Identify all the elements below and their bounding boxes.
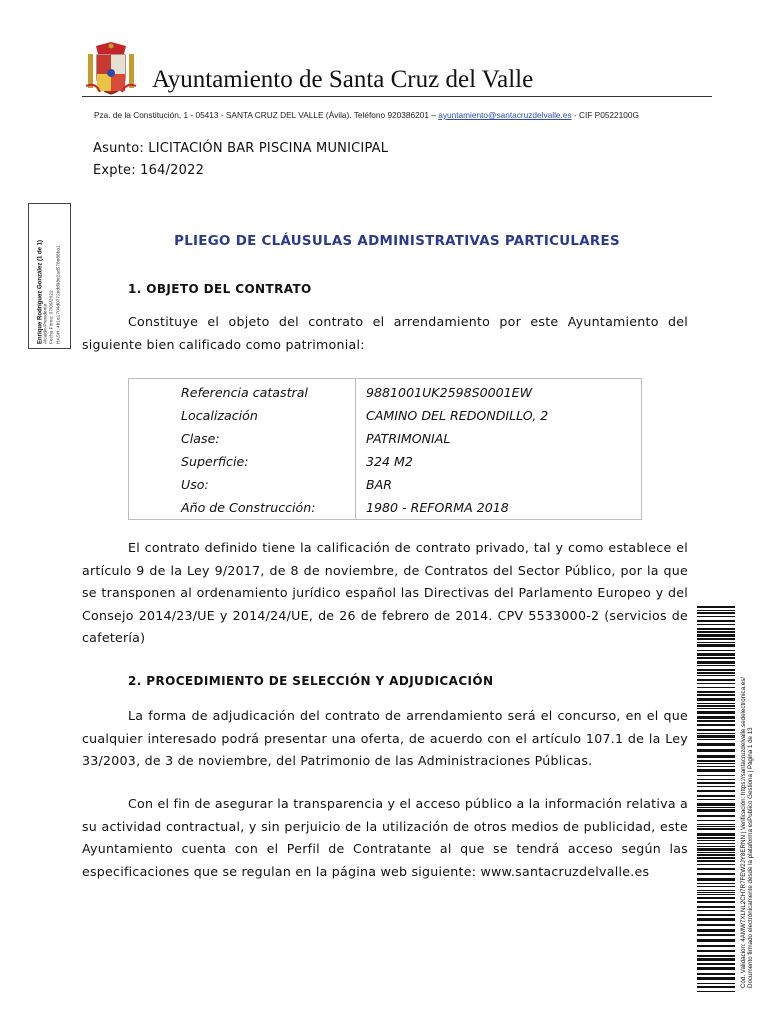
property-value: 9881001UK2598S0001EW (366, 385, 533, 400)
email-link[interactable]: ayuntamiento@santacruzdelvalle.es (438, 110, 572, 120)
table-row (129, 427, 642, 450)
signature-stamp (28, 203, 71, 349)
signer-role: Alcalde-Presidente (43, 303, 49, 344)
cif-text: - CIF P0522100G (571, 110, 639, 120)
section-1-legal-paragraph: El contrato definido tiene la calificación de contrato privado, tal y como establece el artículo 9 de la Ley 9/2017, de 8 de noviembre, de Contratos del Sector Público, por la que se transponen al ordenamiento jurídico español las Directivas del Parlamento Europeo y del Consejo 2014/23/UE y 2014/24/UE, de 26 de febrero de 2014. CPV 5533000-2 (servicios de cafetería) (82, 540, 688, 645)
table-row (129, 450, 642, 473)
signer-name: Enrique Rodríguez González (1 de 1) (37, 239, 44, 344)
section-2-paragraph-1: La forma de adjudicación del contrato de arrendamiento será el concurso, en el que cualquier interesado podrá presentar una oferta, de acuerdo con el artículo 107.1 de la Ley 33/2003, de 3 de noviembre, del Patrimonio de las Administraciones Públicas. (82, 708, 688, 768)
address-text: Pza. de la Constitución, 1 - 05413 - SANTA CRUZ DEL VALLE (Ávila). Teléfono 920386201 – (94, 110, 439, 120)
property-label: Año de Construcción: (129, 496, 356, 520)
property-table (128, 378, 642, 520)
table-row (129, 496, 642, 520)
organization-name: Ayuntamiento de Santa Cruz del Valle (152, 66, 534, 93)
signature-date: Fecha Firma: 07/09/2022 (49, 290, 55, 344)
subject-line: Asunto: LICITACIÓN BAR PISCINA MUNICIPAL (93, 141, 389, 156)
coat-of-arms-icon (86, 42, 136, 96)
address-line (94, 110, 639, 120)
property-label: Uso: (129, 473, 356, 496)
property-label: Referencia catastral (129, 379, 356, 405)
table-row (129, 379, 642, 405)
property-label: Clase: (129, 427, 356, 450)
document-title: PLIEGO DE CLÁUSULAS ADMINISTRATIVAS PARTICULARES (174, 234, 620, 249)
section-2-paragraph-2: Con el fin de asegurar la transparencia y el acceso público a la información relativa a su actividad contractual, y sin perjuicio de la utilización de otros medios de publicidad, este Ayuntamiento cuenta con el Perfil de Contratante al que se tendrá acceso según las especificaciones que se regulan en la página web siguiente: www.santacruzdelvalle.es (82, 796, 689, 879)
section-1-intro: Constituye el objeto del contrato el arrendamiento por este Ayuntamiento del siguiente bien calificado como patrimonial: (82, 314, 688, 352)
header-divider (82, 96, 712, 97)
section-1-heading: 1. OBJETO DEL CONTRATO (128, 282, 312, 296)
property-value: 324 M2 (366, 454, 413, 469)
property-value: 1980 - REFORMA 2018 (366, 500, 509, 515)
verification-block (740, 612, 754, 988)
barcode-icon (697, 606, 735, 992)
property-value: BAR (366, 477, 393, 492)
platform-page-info: Documento firmado electrónicamente desde la plataforma esPublico Gestiona | Página 1 de 13 (747, 727, 754, 988)
section-2-heading: 2. PROCEDIMIENTO DE SELECCIÓN Y ADJUDICACIÓN (128, 674, 494, 688)
file-number: Expte: 164/2022 (93, 163, 205, 178)
property-value: CAMINO DEL REDONDILLO, 2 (366, 408, 549, 423)
signature-hash: HASH: 4b1e1704d0772edd98e2ad578e88ba1 (55, 245, 61, 344)
property-label: Superficie: (129, 450, 356, 473)
validation-code: Cód. Validación: 4AMW7XLNL2CH7R7FEW2JY8ERNN | Verificación: https://santacruzdelvalle.sedelectronica.es/ (740, 676, 747, 988)
property-value: PATRIMONIAL (366, 431, 451, 446)
table-row (129, 404, 642, 427)
property-label: Localización (129, 404, 356, 427)
table-row (129, 473, 642, 496)
